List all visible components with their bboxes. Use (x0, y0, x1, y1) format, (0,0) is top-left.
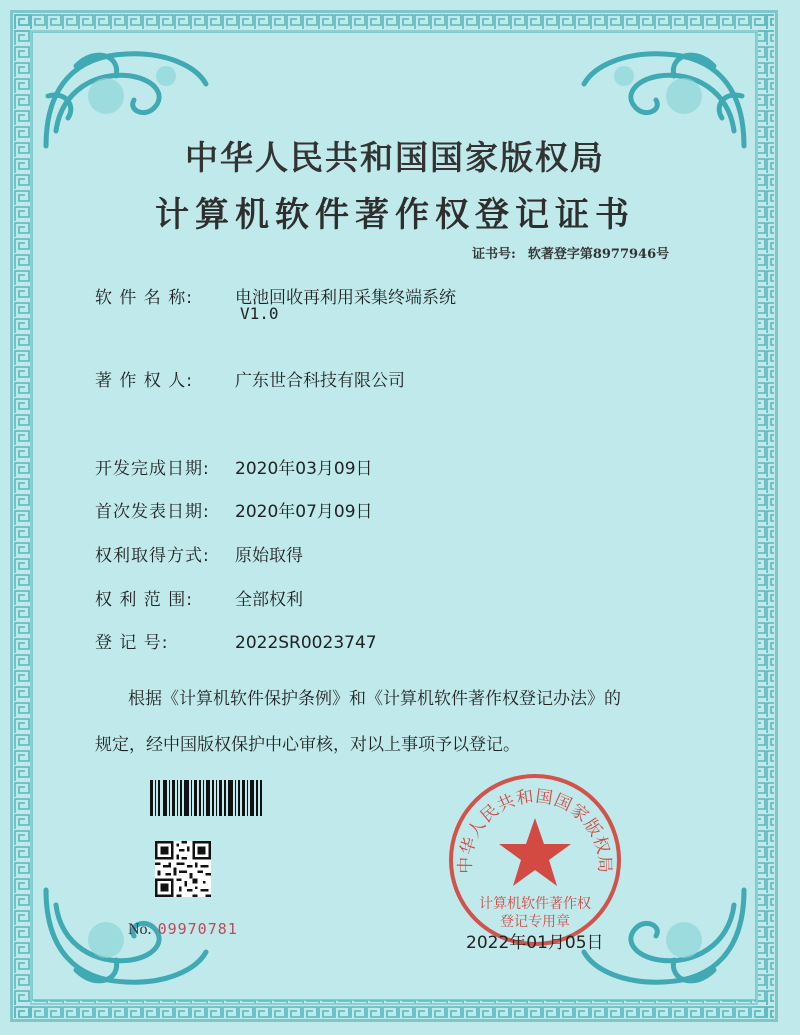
issuing-authority: 中华人民共和国国家版权局 (185, 138, 605, 177)
seal-inner-line-1: 计算机软件著作权 (479, 896, 591, 912)
owner-label: 著 作 权 人: (95, 371, 193, 391)
qr-code (155, 841, 211, 897)
seal-ring-text: 中华人民共和国国家版权局 (455, 786, 615, 875)
field-first-publish-date (95, 497, 373, 522)
scope-label: 权 利 范 围: (95, 590, 193, 610)
completion-date-value: 2020年03月09日 (235, 459, 373, 479)
cert-no-label: 证书号: (472, 247, 516, 262)
software-version: V1.0 (240, 304, 279, 323)
field-acquisition (95, 541, 303, 566)
seal-star-icon (499, 818, 571, 886)
field-owner (95, 366, 405, 391)
corner-ornament-bottom-left (36, 880, 216, 1000)
acquisition-value: 原始取得 (235, 546, 303, 566)
certificate-number (472, 243, 669, 262)
reg-no-value: 2022SR0023747 (235, 633, 377, 653)
official-seal (445, 770, 625, 950)
serial-number (128, 920, 238, 939)
statement-line-1: 根据《计算机软件保护条例》和《计算机软件著作权登记办法》的 (128, 689, 621, 709)
software-name-label: 软 件 名 称: (95, 288, 193, 308)
statement-line-2: 规定，经中国版权保护中心审核，对以上事项予以登记。 (95, 735, 520, 755)
field-completion-date (95, 454, 373, 479)
first-publish-label: 首次发表日期: (95, 502, 210, 522)
serial-no-label: No. (128, 921, 152, 938)
owner-value: 广东世合科技有限公司 (235, 371, 405, 391)
barcode (150, 780, 262, 816)
cert-no-value: 软著登字第8977946号 (527, 247, 670, 262)
software-name-value: 电池回收再利用采集终端系统 (235, 288, 456, 308)
seal-inner-line-2: 登记专用章 (500, 914, 570, 930)
serial-no-value: 09970781 (157, 920, 238, 938)
field-registration-number (95, 628, 377, 653)
issue-date: 2022年01月05日 (466, 933, 604, 953)
acquisition-label: 权利取得方式: (95, 546, 210, 566)
certificate-title: 计算机软件著作权登记证书 (155, 195, 635, 235)
completion-date-label: 开发完成日期: (95, 459, 210, 479)
first-publish-value: 2020年07月09日 (235, 502, 373, 522)
reg-no-label: 登 记 号: (95, 633, 169, 653)
field-scope (95, 585, 303, 610)
scope-value: 全部权利 (235, 590, 303, 610)
